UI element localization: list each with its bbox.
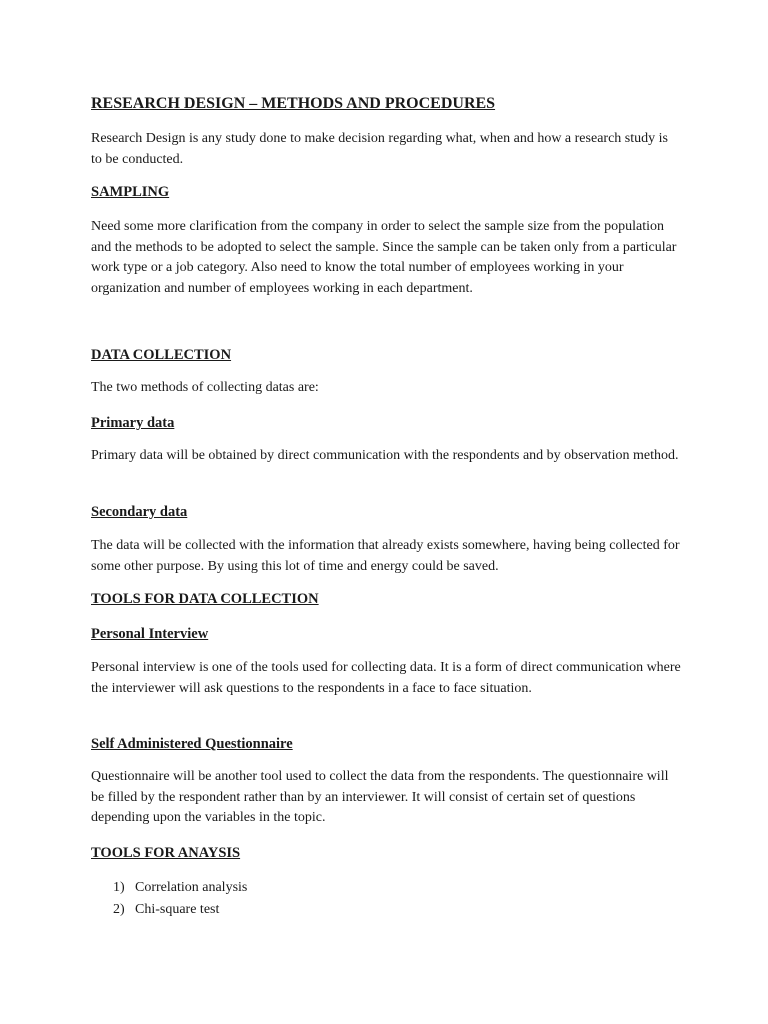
list-item — [113, 877, 613, 899]
list-item-number: 2) — [113, 902, 125, 917]
analysis-list — [113, 877, 613, 921]
tools-data-collection-heading: TOOLS FOR DATA COLLECTION — [91, 591, 319, 607]
document-title: RESEARCH DESIGN – METHODS AND PROCEDURES — [91, 95, 496, 112]
intro-paragraph: Research Design is any study done to make decision regarding what, when and how a research study is to be conducted. — [91, 131, 668, 167]
secondary-data-heading: Secondary data — [91, 504, 188, 520]
sampling-paragraph: Need some more clarification from the company in order to select the sample size from the population and the methods to be adopted to select the sample. Since the sample can be taken only from a particular work type or a job category. Also need to know the total number of employees working in your organization and number of employees working in each department. — [91, 219, 677, 296]
personal-interview-heading: Personal Interview — [91, 626, 209, 642]
questionnaire-paragraph: Questionnaire will be another tool used to collect the data from the respondents. The questionnaire will be filled by the respondent rather than by an interviewer. It will consist of certain set of questions depending upon the variables in the topic. — [91, 769, 669, 825]
list-item-label: Chi-square test — [135, 902, 220, 917]
primary-data-heading: Primary data — [91, 415, 175, 431]
list-item-label: Correlation analysis — [135, 880, 248, 895]
secondary-data-paragraph: The data will be collected with the information that already exists somewhere, having being collected for some other purpose. By using this lot of time and energy could be saved. — [91, 538, 680, 574]
data-collection-heading: DATA COLLECTION — [91, 347, 232, 363]
tools-analysis-heading: TOOLS FOR ANAYSIS — [91, 845, 241, 861]
list-item-number: 1) — [113, 880, 125, 895]
data-collection-paragraph: The two methods of collecting datas are: — [91, 380, 319, 395]
sampling-heading: SAMPLING — [91, 184, 170, 200]
questionnaire-heading: Self Administered Questionnaire — [91, 736, 293, 752]
primary-data-paragraph: Primary data will be obtained by direct communication with the respondents and by observation method. — [91, 448, 679, 463]
personal-interview-paragraph: Personal interview is one of the tools used for collecting data. It is a form of direct communication where the interviewer will ask questions to the respondents in a face to face situation. — [91, 660, 681, 696]
list-item — [113, 899, 613, 921]
